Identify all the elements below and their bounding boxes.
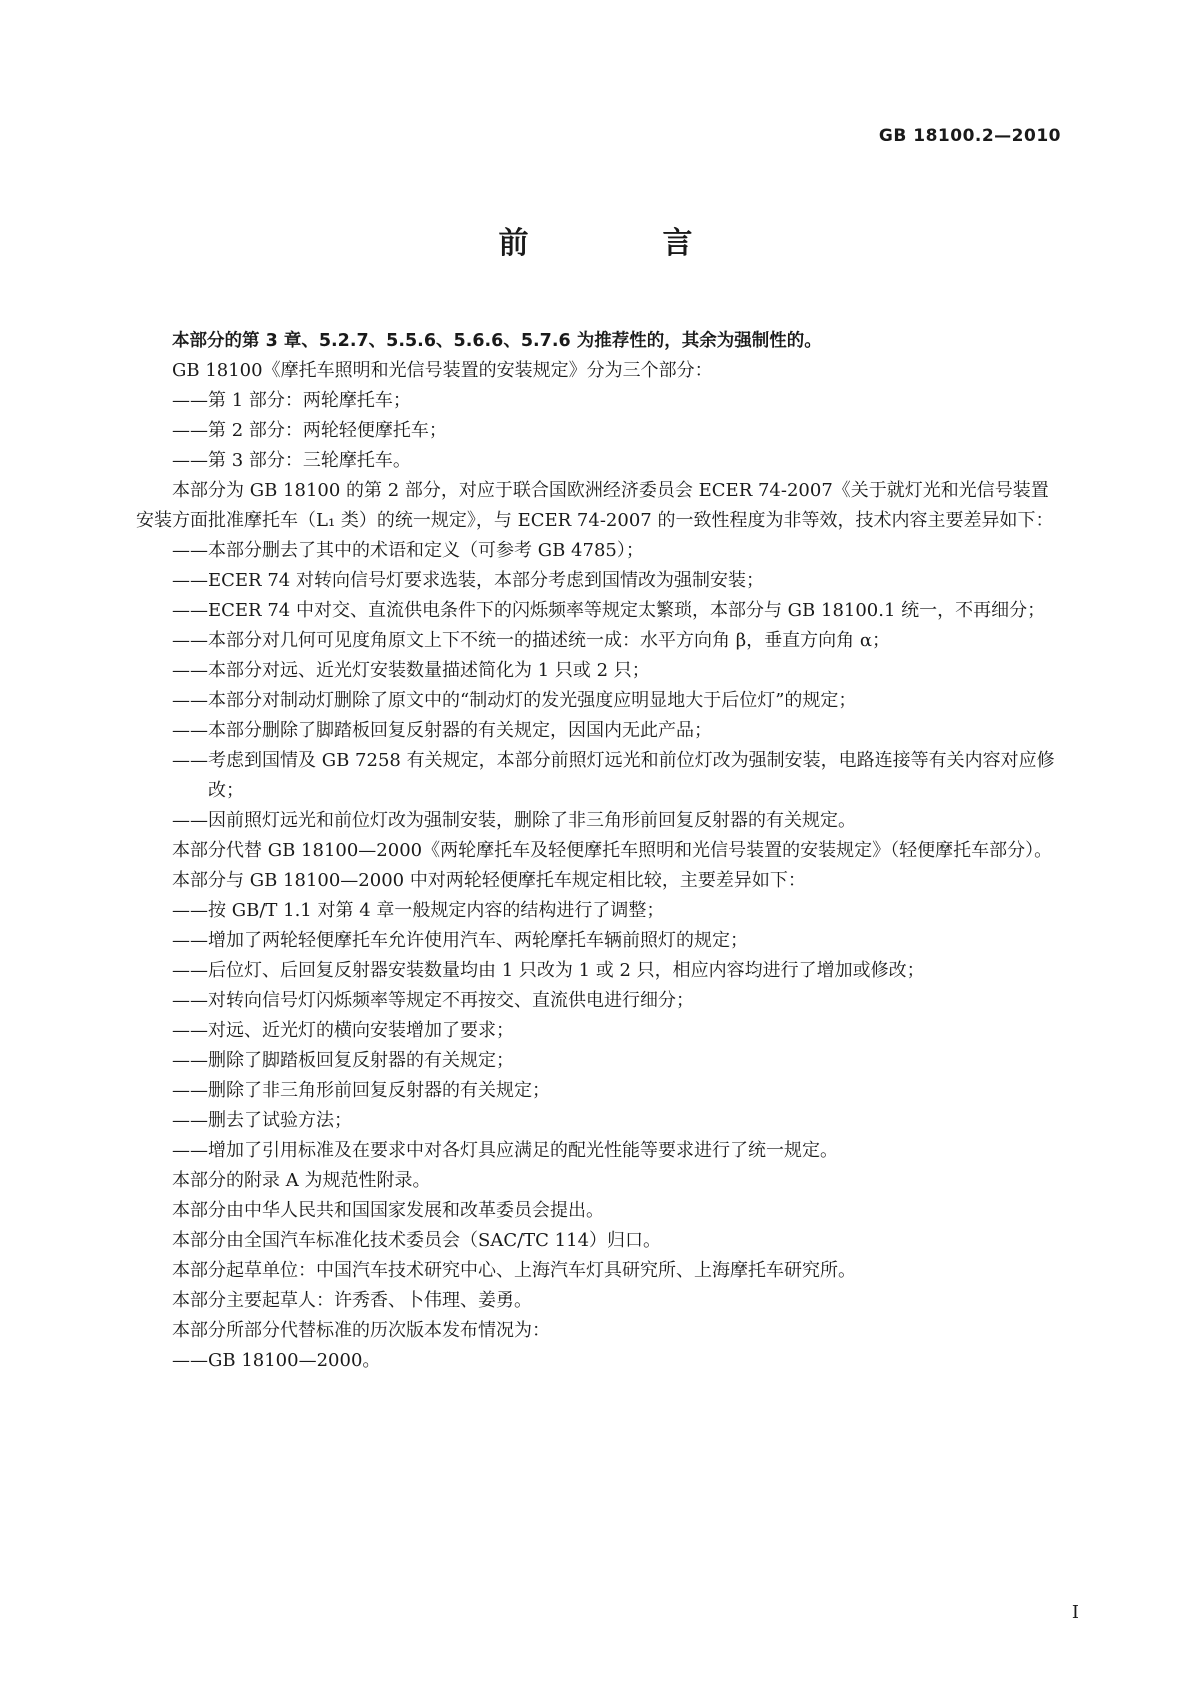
list-item: ——增加了引用标准及在要求中对各灯具应满足的配光性能等要求进行了统一规定。	[172, 1140, 838, 1161]
document-body	[136, 326, 1062, 1376]
paragraph: 本部分所部分代替标准的历次版本发布情况为：	[172, 1320, 550, 1341]
list-item: ——增加了两轮轻便摩托车允许使用汽车、两轮摩托车辆前照灯的规定；	[172, 930, 748, 951]
paragraph: 本部分主要起草人：许秀香、卜伟理、姜勇。	[172, 1290, 532, 1311]
list-item: ——对远、近光灯的横向安装增加了要求；	[172, 1020, 514, 1041]
list-item: ——后位灯、后回复反射器安装数量均由 1 只改为 1 或 2 只，相应内容均进行了增加或修改；	[172, 960, 925, 981]
list-item: ——因前照灯远光和前位灯改为强制安装，删除了非三角形前回复反射器的有关规定。	[172, 810, 856, 831]
paragraph: 本部分由全国汽车标准化技术委员会（SAC/TC 114）归口。	[172, 1230, 662, 1251]
paragraph: 本部分与 GB 18100—2000 中对两轮轻便摩托车规定相比较，主要差异如下：	[172, 870, 806, 891]
paragraph: 本部分的第 3 章、5.2.7、5.5.6、5.6.6、5.7.6 为推荐性的，其余为强制性的。	[172, 331, 822, 351]
list-item: ——删除了脚踏板回复反射器的有关规定；	[172, 1050, 514, 1071]
paragraph: 本部分起草单位：中国汽车技术研究中心、上海汽车灯具研究所、上海摩托车研究所。	[172, 1260, 856, 1281]
list-item: ——删除了非三角形前回复反射器的有关规定；	[172, 1080, 550, 1101]
list-item: ——本部分删除了脚踏板回复反射器的有关规定，因国内无此产品；	[172, 720, 712, 741]
list-item: ——删去了试验方法；	[172, 1110, 352, 1131]
paragraph: 本部分为 GB 18100 的第 2 部分，对应于联合国欧洲经济委员会 ECER 74-2007《关于就灯光和光信号装置安装方面批准摩托车（L₁ 类）的统一规定》，与 ECER 74-2007 的一致性程度为非等效，技术内容主要差异如下：	[136, 480, 1054, 531]
list-item: ——本部分删去了其中的术语和定义（可参考 GB 4785）；	[172, 540, 644, 561]
list-item: ——本部分对几何可见度角原文上下不统一的描述统一成：水平方向角 β，垂直方向角 α；	[172, 630, 891, 651]
list-item: ——按 GB/T 1.1 对第 4 章一般规定内容的结构进行了调整；	[172, 900, 665, 921]
list-item: ——第 2 部分：两轮轻便摩托车；	[172, 420, 447, 441]
list-item: ——ECER 74 对转向信号灯要求选装，本部分考虑到国情改为强制安装；	[172, 570, 764, 591]
list-item: ——本部分对远、近光灯安装数量描述简化为 1 只或 2 只；	[172, 660, 650, 681]
paragraph: GB 18100《摩托车照明和光信号装置的安装规定》分为三个部分：	[172, 360, 713, 381]
page-title: 前 言	[498, 226, 745, 261]
list-item: ——第 3 部分：三轮摩托车。	[172, 450, 411, 471]
page-number: I	[1071, 1602, 1079, 1623]
list-item: ——对转向信号灯闪烁频率等规定不再按交、直流供电进行细分；	[172, 990, 694, 1011]
list-item: ——第 1 部分：两轮摩托车；	[172, 390, 411, 411]
paragraph: 本部分的附录 A 为规范性附录。	[172, 1170, 431, 1191]
paragraph: 本部分由中华人民共和国国家发展和改革委员会提出。	[172, 1200, 604, 1221]
list-item: ——GB 18100—2000。	[172, 1350, 381, 1371]
paragraph: 本部分代替 GB 18100—2000《两轮摩托车及轻便摩托车照明和光信号装置的安装规定》（轻便摩托车部分）。	[172, 840, 1053, 861]
list-item: ——考虑到国情及 GB 7258 有关规定，本部分前照灯远光和前位灯改为强制安装，电路连接等有关内容对应修改；	[172, 750, 1055, 801]
document-code: GB 18100.2—2010	[878, 126, 1061, 146]
list-item: ——ECER 74 中对交、直流供电条件下的闪烁频率等规定太繁琐，本部分与 GB 18100.1 统一，不再细分；	[172, 600, 1046, 621]
list-item: ——本部分对制动灯删除了原文中的“制动灯的发光强度应明显地大于后位灯”的规定；	[172, 690, 857, 711]
